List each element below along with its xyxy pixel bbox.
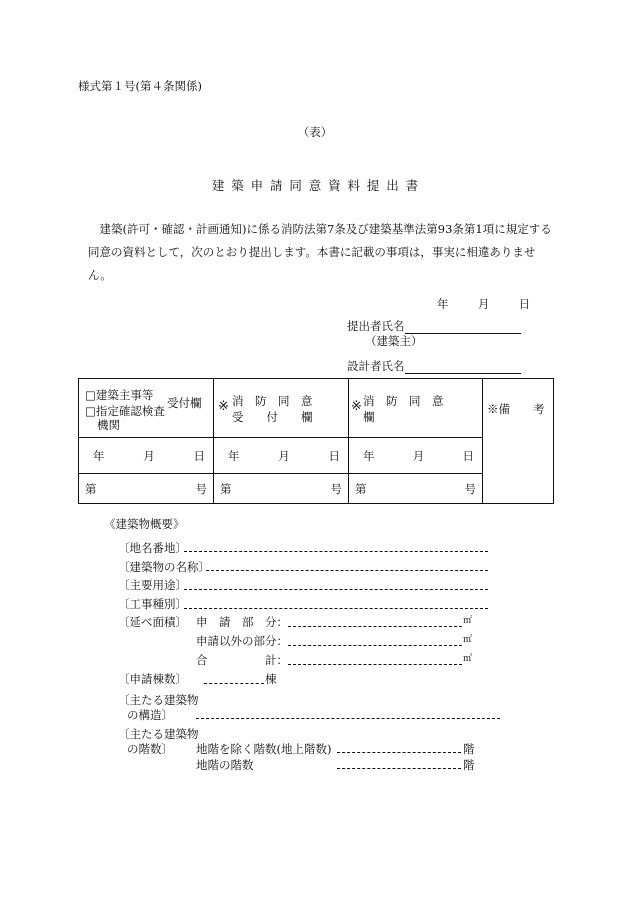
designer-name-label: 設計者氏名 [347,359,405,373]
intro-paragraph: 建築(許可・確認・計画通知)に係る消防法第7条及び建築基準法第93条第1項に規定する同意の資料として，次のとおり提出します。本書に記載の事項は，事実に相違ありません。 [88,222,552,282]
structure-label: 〔主たる建築物 [118,693,199,707]
note-mark: ※ [218,399,229,414]
work-type-label: 〔工事種別〕 [118,597,187,611]
designer-name-field[interactable] [405,360,521,374]
overview-section-title: 《建築物概要》 [104,517,185,531]
floors-below-field[interactable] [337,768,461,769]
submitter-name-field[interactable] [405,320,521,334]
inspection-org-option: □指定確認検査 [85,404,165,418]
year-label: 年 [437,297,449,311]
fire-consent-header [349,379,483,438]
fire-consent-reception-header [214,379,349,438]
date-cell[interactable]: 年 月 日 [214,438,349,474]
number-cell[interactable]: 第 号 [79,474,214,504]
date-cell[interactable]: 年 月 日 [79,438,214,474]
number-cell[interactable]: 第 号 [349,474,483,504]
designer-name-row [347,358,521,374]
note-mark: ※ [351,399,362,414]
submitter-name-row [347,318,521,334]
main-use-field[interactable] [184,589,488,590]
area-other-label: 申請以外の部分： [196,634,288,648]
document-title: 建築申請同意資料提出書 [211,178,425,193]
remarks-header: ※備 考 [487,402,545,416]
reception-label: 受 付 欄 [232,410,313,424]
sqm-unit: ㎡ [463,635,473,645]
location-field[interactable] [184,551,488,552]
fire-consent-label: 消 防 同 意 [232,394,313,408]
structure-label-cont: の構造〕 [127,708,173,722]
submitter-name-label: 提出者氏名 [347,319,405,333]
builder-option: □建築主事等 [85,388,154,402]
area-apply-label: 申 請 部 分： [196,615,288,629]
remarks-column [483,379,554,504]
main-use-label: 〔主要用途〕 [118,578,187,592]
date-cell[interactable]: 年 月 日 [349,438,483,474]
floor-unit: 階 [463,758,475,772]
area-total-label: 合 計： [196,653,288,667]
floor-area-label: 〔延べ面積〕 [118,615,187,629]
count-unit: 棟 [265,672,277,686]
floors-below-label: 地階の階数 [196,758,254,772]
omote-label: （表） [297,125,333,139]
consent-column-label: 欄 [363,410,375,424]
day-label: 日 [518,297,531,311]
builder-reception-header [79,379,214,438]
reception-suffix: 受付欄 [167,396,202,410]
floors-label: 〔主たる建築物 [118,727,199,741]
location-label: 〔地名番地〕 [118,541,187,555]
building-count-label: 〔申請棟数〕 [118,672,187,686]
submission-date [437,296,530,312]
floors-above-label: 地階を除く階数(地上階数) [196,742,332,756]
area-other-field[interactable] [288,645,462,646]
floor-unit: 階 [463,742,475,756]
number-cell[interactable]: 第 号 [214,474,349,504]
sqm-unit: ㎡ [463,616,473,626]
fire-consent-label: 消 防 同 意 [363,394,444,408]
submitter-role-label: （建築主） [365,334,423,348]
floors-above-field[interactable] [337,752,461,753]
building-count-field[interactable] [204,683,264,684]
form-number: 様式第１号(第４条関係) [78,79,202,93]
area-apply-field[interactable] [288,626,462,627]
structure-field[interactable] [196,718,500,719]
sqm-unit: ㎡ [463,654,473,664]
reception-table [78,378,554,504]
area-total-field[interactable] [288,664,462,665]
work-type-field[interactable] [184,608,488,609]
inspection-org-option-cont: 機関 [97,418,120,432]
floors-label-cont: の階数〕 [127,742,173,756]
month-label: 月 [477,297,490,311]
building-name-label: 〔建築物の名称〕 [118,560,210,574]
building-name-field[interactable] [206,570,488,571]
